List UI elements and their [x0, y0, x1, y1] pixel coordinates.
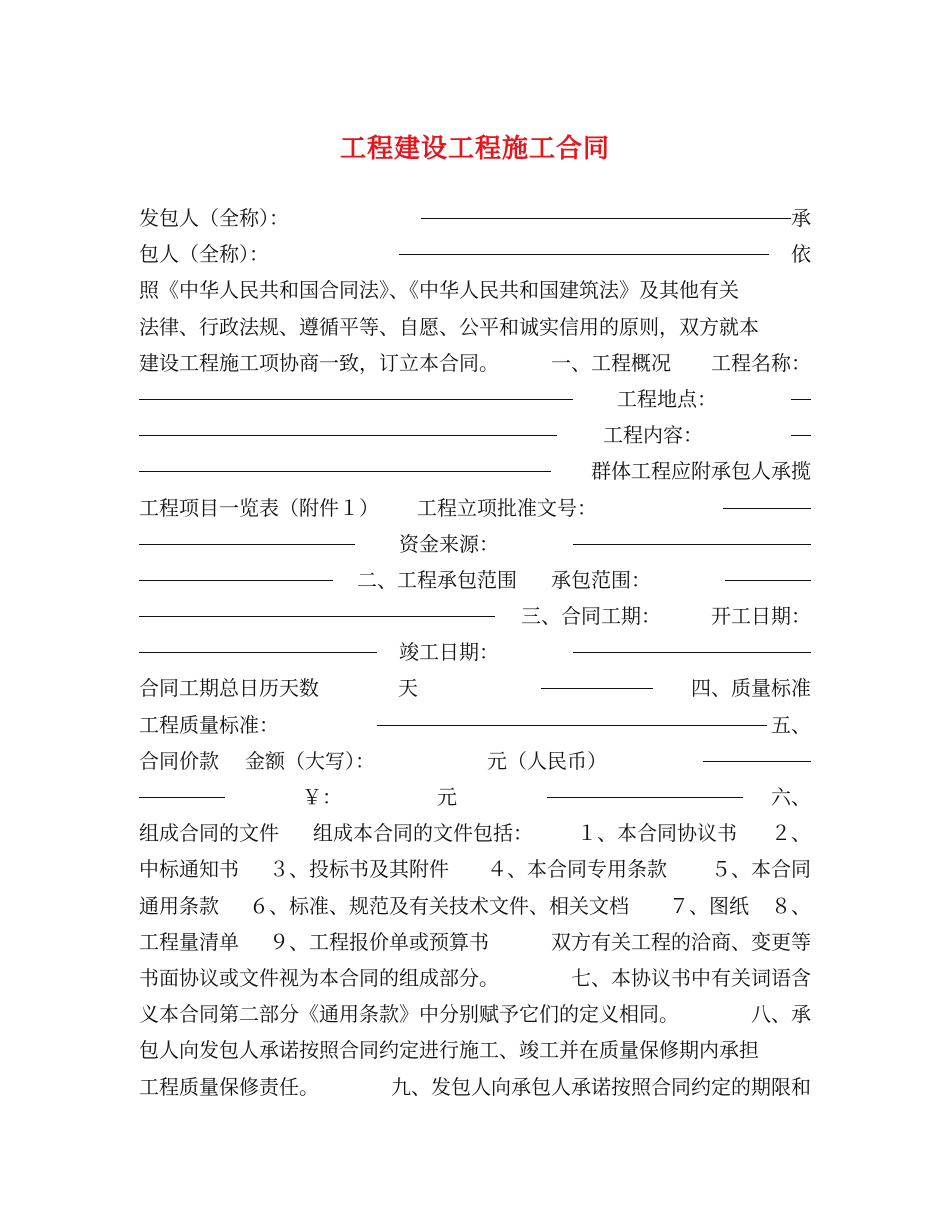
text-line [139, 1032, 811, 1068]
blank-line [139, 652, 377, 653]
text-line [139, 272, 811, 308]
list-item: ８、 [771, 893, 811, 918]
project-name-label: 工程名称： [711, 350, 811, 375]
approval-number-label: 工程立项批准文号： [417, 495, 597, 520]
section-heading: 四、质量标准 [691, 676, 811, 701]
text-line [139, 309, 811, 345]
blank-line [573, 652, 811, 653]
text-line [139, 924, 811, 960]
total-days-label: 合同工期总日历天数 [139, 676, 319, 701]
section-heading: 三、合同工期： [521, 604, 661, 629]
text-fragment: 照《中华人民共和国合同法》、《中华人民共和国建筑法》及其他有关 [139, 278, 739, 303]
text-line [139, 960, 811, 996]
text-line [139, 526, 811, 562]
text-line [139, 200, 811, 236]
text-line [139, 453, 811, 489]
text-line [139, 743, 811, 779]
section-heading: 五、 [771, 712, 811, 737]
text-line [139, 598, 811, 634]
text-line [139, 888, 811, 924]
blank-line [399, 254, 769, 255]
text-line [139, 381, 811, 417]
text-line [139, 562, 811, 598]
blank-line [547, 797, 743, 798]
blank-line [791, 435, 811, 436]
text-fragment: 双方有关工程的洽商、变更等 [551, 929, 811, 954]
completion-date-label: 竣工日期： [399, 640, 499, 665]
blank-line [139, 399, 573, 400]
text-fragment: 义本合同第二部分《通用条款》中分别赋予它们的定义相同。 [139, 1002, 679, 1027]
list-item: 中标通知书 [139, 857, 239, 882]
blank-line [541, 688, 653, 689]
blank-line [139, 471, 551, 472]
blank-line [573, 544, 811, 545]
section-heading: 九、发包人向承包人承诺按照合同约定的期限和 [391, 1074, 811, 1099]
blank-line [139, 797, 225, 798]
blank-line [139, 616, 495, 617]
blank-line [791, 399, 811, 400]
section-heading: 一、工程概况 [551, 350, 671, 375]
text-line [139, 815, 811, 851]
text-line [139, 236, 811, 272]
list-item: ４、本合同专用条款 [487, 857, 667, 882]
employer-label: 发包人（全称）： [139, 206, 289, 230]
text-fragment: 依 [791, 242, 811, 267]
section-heading: 七、本协议书中有关词语含 [571, 965, 811, 990]
section-heading: 合同价款 [139, 748, 219, 773]
list-item: 通用条款 [139, 893, 219, 918]
text-fragment: 组成本合同的文件包括： [313, 821, 533, 846]
text-fragment: 工程项目一览表（附件１） [139, 495, 379, 520]
text-line [139, 1069, 811, 1105]
amount-words-label: 金额（大写）： [245, 748, 375, 773]
blank-line [377, 725, 767, 726]
text-fragment: 书面协议或文件视为本合同的组成部分。 [139, 965, 499, 990]
list-item: ２、 [771, 821, 811, 846]
list-item: ９、工程报价单或预算书 [269, 929, 489, 954]
fund-source-label: 资金来源： [399, 531, 499, 556]
list-item: １、本合同协议书 [577, 821, 737, 846]
list-item: 工程量清单 [139, 929, 239, 954]
section-heading: 组成合同的文件 [139, 821, 279, 846]
text-line [139, 417, 811, 453]
blank-line [421, 218, 791, 219]
text-fragment: 天 [398, 676, 418, 701]
scope-label: 承包范围： [551, 567, 651, 592]
text-fragment: 群体工程应附承包人承揽 [591, 459, 811, 484]
contractor-label: 包人（全称）： [139, 242, 269, 267]
quality-standard-label: 工程质量标准： [139, 712, 279, 737]
text-line [139, 670, 811, 706]
blank-line [139, 580, 333, 581]
text-fragment: 法律、行政法规、遵循平等、自愿、公平和诚实信用的原则，双方就本 [139, 314, 759, 339]
text-fragment: 包人向发包人承诺按照合同约定进行施工、竣工并在质量保修期内承担 [139, 1038, 759, 1063]
blank-line [725, 580, 811, 581]
blank-line [139, 544, 355, 545]
project-location-label: 工程地点： [617, 386, 717, 411]
list-item: ７、图纸 [669, 893, 749, 918]
text-line [139, 345, 811, 381]
blank-line [703, 761, 811, 762]
section-heading: 六、 [771, 785, 811, 809]
blank-line [139, 435, 557, 436]
amount-figures-label: ￥： [302, 785, 342, 809]
list-item: ６、标准、规范及有关技术文件、相关文档 [249, 893, 629, 918]
list-item: ３、投标书及其附件 [269, 857, 449, 882]
document-title: 工程建设工程施工合同 [339, 134, 610, 164]
contract-body [139, 200, 811, 1105]
section-heading: 八、承 [751, 1002, 811, 1027]
text-fragment: 承 [791, 206, 811, 230]
project-content-label: 工程内容： [603, 423, 703, 448]
text-line [139, 707, 811, 743]
text-line [139, 779, 811, 815]
text-line [139, 996, 811, 1032]
text-line [139, 634, 811, 670]
list-item: ５、本合同 [711, 857, 811, 882]
text-line [139, 490, 811, 526]
start-date-label: 开工日期： [711, 604, 811, 629]
text-fragment: 元（人民币） [487, 748, 607, 773]
text-fragment: 元 [437, 785, 457, 809]
blank-line [723, 508, 811, 509]
text-fragment: 建设工程施工项协商一致，订立本合同。 [139, 350, 499, 375]
text-fragment: 工程质量保修责任。 [139, 1074, 319, 1099]
text-line [139, 851, 811, 887]
section-heading: 二、工程承包范围 [357, 567, 517, 592]
